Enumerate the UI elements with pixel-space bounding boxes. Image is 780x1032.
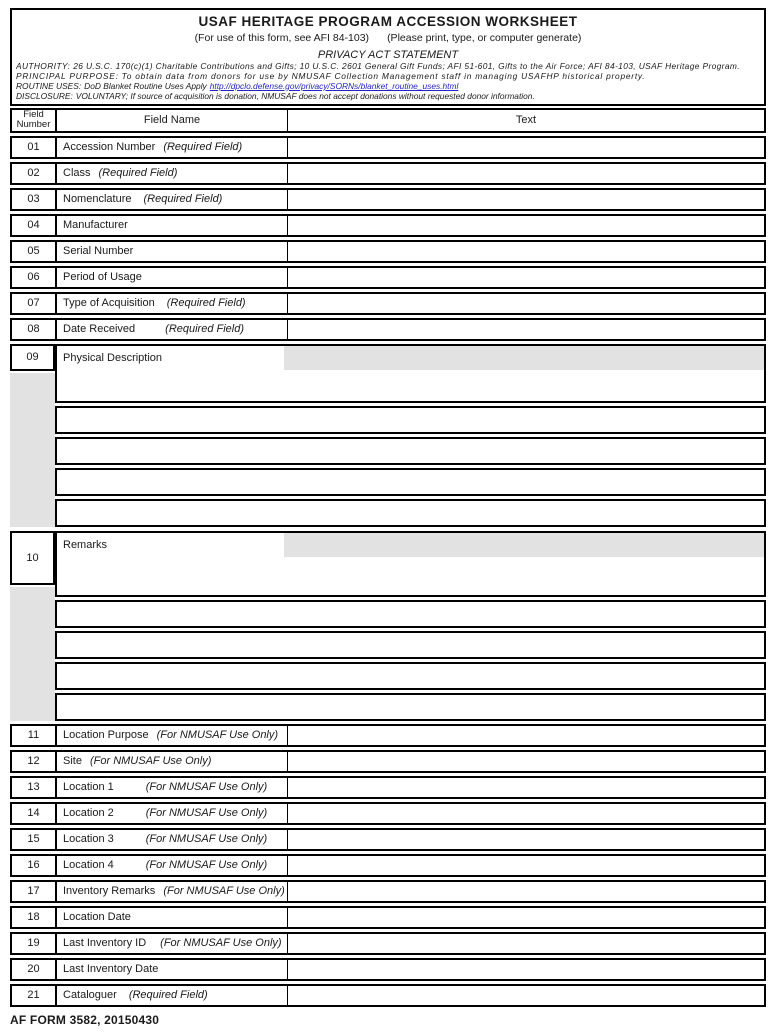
text-entry-cell[interactable] — [288, 960, 764, 979]
field-number-cell: 11 — [12, 726, 57, 745]
text-entry-cell[interactable] — [288, 856, 764, 875]
field-name-cell — [57, 138, 288, 157]
field-number-cell: 18 — [12, 908, 57, 927]
text-entry-cell[interactable] — [288, 752, 764, 771]
table-row — [10, 984, 766, 1007]
field-name-cell — [57, 960, 288, 979]
field-name-label: Serial Number — [63, 245, 134, 258]
field-number-cell: 12 — [12, 752, 57, 771]
field-note: (Required Field) — [166, 297, 246, 310]
shaded-column-filler — [10, 373, 55, 527]
text-entry-line[interactable] — [55, 406, 766, 434]
field-number-column — [10, 531, 55, 721]
table-row — [10, 214, 766, 237]
field-note: (For NMUSAF Use Only) — [145, 859, 268, 872]
field-name-label: Physical Description — [63, 351, 163, 364]
physical-description-entry-area — [55, 344, 766, 527]
field-number-cell: 17 — [12, 882, 57, 901]
text-entry-cell[interactable] — [288, 778, 764, 797]
privacy-purpose-text: To obtain data from donors for use by NMUSAF Collection Management staff in managing USAFHP historical property. — [121, 71, 646, 81]
field-name-label: Date Received — [63, 323, 136, 336]
privacy-disclosure-text: VOLUNTARY; If source of acquisition is donation, NMUSAF does not accept donations without requested donor information. — [75, 91, 535, 101]
field-note: (For NMUSAF Use Only) — [145, 807, 268, 820]
privacy-routine-label: ROUTINE USES: — [16, 81, 82, 91]
field-note: (For NMUSAF Use Only) — [145, 833, 268, 846]
field-number-cell: 05 — [12, 242, 57, 261]
privacy-disclosure-line — [16, 92, 760, 102]
field-number-cell: 04 — [12, 216, 57, 235]
text-entry-cell[interactable] — [288, 320, 764, 339]
privacy-authority-line — [16, 62, 760, 72]
field-note: (For NMUSAF Use Only) — [156, 729, 279, 742]
field-name-cell — [57, 164, 288, 183]
field-number-cell: 06 — [12, 268, 57, 287]
text-entry-cell[interactable] — [288, 294, 764, 313]
field-note: (For NMUSAF Use Only) — [160, 937, 282, 950]
field-number-cell: 19 — [12, 934, 57, 953]
field-number-cell: 20 — [12, 960, 57, 979]
text-entry-line[interactable] — [55, 499, 766, 527]
table-row — [10, 906, 766, 929]
table-row — [10, 292, 766, 315]
field-name-label: Location Date — [63, 911, 131, 924]
field-number-header-line2: Number — [16, 119, 51, 131]
table-row — [10, 162, 766, 185]
table-row — [10, 318, 766, 341]
text-entry-cell[interactable] — [288, 882, 764, 901]
table-row — [10, 266, 766, 289]
field-name-cell — [57, 908, 288, 927]
field-name-label: Location Purpose — [63, 729, 149, 742]
text-entry-cell[interactable] — [288, 138, 764, 157]
field-note: (For NMUSAF Use Only) — [89, 755, 212, 768]
field-name-label: Location 2 — [63, 807, 114, 820]
field-number-cell: 09 — [10, 344, 55, 371]
routine-uses-link[interactable]: http://dpclo.defense.gov/privacy/SORNs/blanket_routine_uses.html — [209, 81, 459, 91]
field-note: (For NMUSAF Use Only) — [163, 885, 285, 898]
field-name-cell — [57, 216, 288, 235]
field-name-cell — [57, 856, 288, 875]
table-header-row — [10, 108, 766, 133]
text-entry-line[interactable] — [55, 631, 766, 659]
form-page — [10, 8, 766, 1027]
field-note: (Required Field) — [163, 141, 243, 154]
field-number-cell: 08 — [12, 320, 57, 339]
field-name-label: Cataloguer — [63, 989, 117, 1002]
column-header-field-name: Field Name — [57, 110, 288, 131]
privacy-purpose-line — [16, 72, 760, 82]
table-row — [10, 188, 766, 211]
remarks-entry-cell[interactable] — [55, 531, 766, 597]
field-name-label: Location 3 — [63, 833, 114, 846]
privacy-authority-label: AUTHORITY: — [16, 62, 71, 71]
field-name-label: Manufacturer — [63, 219, 128, 232]
field-name-cell — [57, 986, 288, 1005]
field-number-column — [10, 344, 55, 527]
field-number-cell: 02 — [12, 164, 57, 183]
field-note: (Required Field) — [143, 193, 223, 206]
table-row — [10, 750, 766, 773]
subtitle-print-note: (Please print, type, or computer generate) — [387, 32, 582, 44]
field-note: (Required Field) — [165, 323, 245, 336]
field-name-cell — [57, 726, 288, 745]
field-number-cell: 21 — [12, 986, 57, 1005]
physical-description-block — [10, 344, 766, 527]
text-entry-line[interactable] — [55, 437, 766, 465]
field-name-cell — [57, 882, 288, 901]
privacy-routine-text: DoD Blanket Routine Uses Apply — [84, 81, 207, 91]
text-entry-cell[interactable] — [288, 268, 764, 287]
text-entry-line[interactable] — [55, 662, 766, 690]
field-name-cell — [57, 242, 288, 261]
table-row — [10, 932, 766, 955]
text-entry-cell[interactable] — [288, 908, 764, 927]
table-row — [10, 724, 766, 747]
field-name-cell — [57, 830, 288, 849]
field-number-cell: 10 — [10, 531, 55, 585]
shaded-column-filler — [10, 587, 55, 721]
field-number-cell: 16 — [12, 856, 57, 875]
privacy-routine-uses-line — [16, 82, 760, 92]
field-name-label: Remarks — [63, 538, 108, 551]
text-entry-cell[interactable] — [288, 726, 764, 745]
field-number-cell: 15 — [12, 830, 57, 849]
table-row — [10, 958, 766, 981]
field-name-cell — [57, 934, 288, 953]
column-header-field-number — [12, 110, 57, 131]
field-name-label: Inventory Remarks — [63, 885, 156, 898]
remarks-block — [10, 531, 766, 721]
privacy-purpose-label: PRINCIPAL PURPOSE: — [16, 71, 119, 81]
table-row — [10, 854, 766, 877]
field-name-label: Nomenclature — [63, 193, 132, 206]
text-entry-cell[interactable] — [288, 830, 764, 849]
table-row — [10, 828, 766, 851]
form-title: USAF HERITAGE PROGRAM ACCESSION WORKSHEET — [198, 14, 578, 29]
privacy-disclosure-label: DISCLOSURE: — [16, 91, 73, 101]
form-subtitle — [16, 32, 760, 44]
table-row — [10, 136, 766, 159]
physical-description-entry-cell[interactable] — [55, 344, 766, 403]
privacy-authority-text: 26 U.S.C. 170(c)(1) Charitable Contributions and Gifts; 10 U.S.C. 2601 General Gift Funds; AFI 51-601, Gifts to the Air Force; AFI 84-103, USAF Heritage Program. — [73, 62, 740, 71]
field-name-label: Location 1 — [63, 781, 114, 794]
field-note: (Required Field) — [98, 167, 178, 180]
text-entry-cell[interactable] — [288, 164, 764, 183]
field-note: (For NMUSAF Use Only) — [145, 781, 268, 794]
table-row — [10, 802, 766, 825]
table-row — [10, 240, 766, 263]
text-entry-cell[interactable] — [288, 216, 764, 235]
text-entry-line[interactable] — [55, 693, 766, 721]
field-name-cell — [57, 190, 288, 209]
text-entry-line[interactable] — [55, 468, 766, 496]
field-name-cell — [57, 804, 288, 823]
field-name-label: Accession Number — [63, 141, 156, 154]
field-number-cell: 13 — [12, 778, 57, 797]
field-name-cell — [57, 778, 288, 797]
field-name-label: Last Inventory Date — [63, 963, 159, 976]
field-name-cell — [57, 268, 288, 287]
field-name-cell — [57, 294, 288, 313]
text-entry-cell[interactable] — [288, 190, 764, 209]
table-row — [10, 880, 766, 903]
field-name-label: Type of Acquisition — [63, 297, 155, 310]
field-name-label: Last Inventory ID — [63, 937, 147, 950]
shaded-entry-band[interactable] — [284, 533, 764, 557]
field-name-label: Location 4 — [63, 859, 114, 872]
text-entry-line[interactable] — [55, 600, 766, 628]
field-name-cell — [57, 320, 288, 339]
field-number-header-line1: Field — [23, 108, 44, 120]
column-header-text: Text — [515, 114, 537, 127]
text-entry-cell[interactable] — [288, 986, 764, 1005]
shaded-entry-band[interactable] — [284, 346, 764, 370]
privacy-act-title: PRIVACY ACT STATEMENT — [317, 49, 459, 61]
field-name-cell — [57, 752, 288, 771]
form-header-box — [10, 8, 766, 106]
table-row — [10, 776, 766, 799]
remarks-entry-area — [55, 531, 766, 721]
field-note: (Required Field) — [128, 989, 208, 1002]
field-name-label: Period of Usage — [63, 271, 142, 284]
text-entry-cell[interactable] — [288, 934, 764, 953]
field-name-label: Class — [63, 167, 91, 180]
field-name-label: Site — [63, 755, 82, 768]
field-number-cell: 03 — [12, 190, 57, 209]
subtitle-use-note: (For use of this form, see AFI 84-103) — [194, 32, 370, 44]
field-number-cell: 01 — [12, 138, 57, 157]
text-entry-cell[interactable] — [288, 804, 764, 823]
text-entry-cell[interactable] — [288, 242, 764, 261]
field-number-cell: 07 — [12, 294, 57, 313]
field-number-cell: 14 — [12, 804, 57, 823]
form-number: AF FORM 3582, 20150430 — [10, 1012, 160, 1027]
